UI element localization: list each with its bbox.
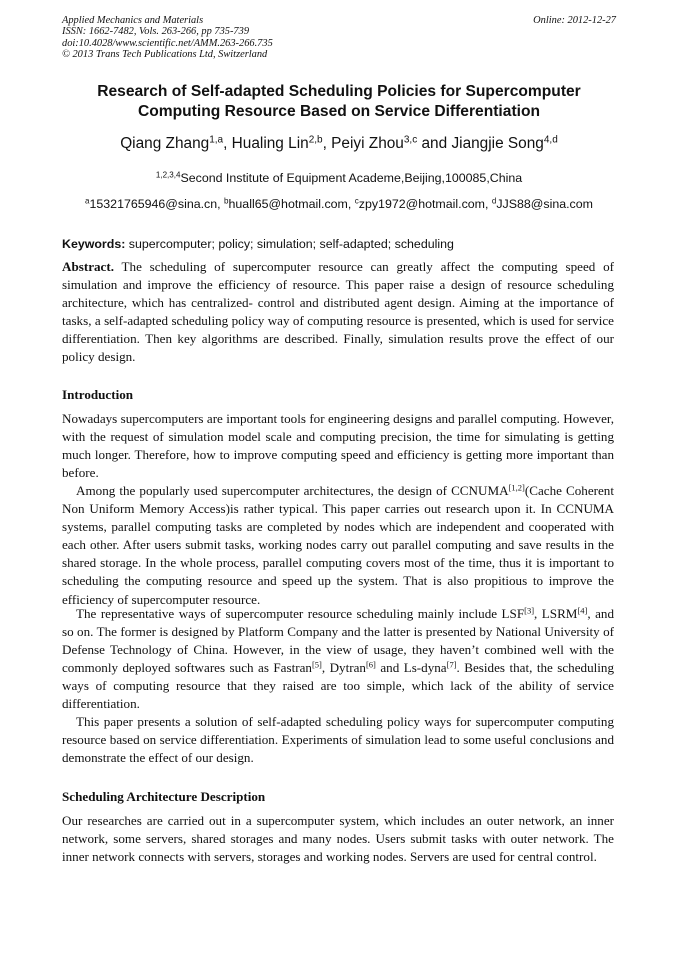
keywords-text: supercomputer; policy; simulation; self-adapted; scheduling xyxy=(125,237,454,251)
author-list: Qiang Zhang$^{1,a}$, Hualing Lin$^{2,b}$, Peiyi Zhou$^{3,c}$ and Jiangjie Song$^{4,d}$ xyxy=(120,134,558,152)
citation: [7] xyxy=(446,659,457,670)
online-date: Online: 2012-12-27 xyxy=(533,15,616,26)
keywords-label: Keywords: xyxy=(62,237,126,251)
section-heading-architecture: Scheduling Architecture Description xyxy=(62,789,266,804)
citation: [3] xyxy=(524,605,535,616)
email-address: huall65@hotmail.com, xyxy=(228,197,355,211)
author-name: Peiyi Zhou xyxy=(331,135,404,152)
author-affil-mark: 2,b xyxy=(308,134,323,146)
architecture-paragraph-1: Our researches are carried out in a supercomputer system, which includes an outer network, an inner network, some servers, shared storages and many nodes. Users submit tasks with outer network. The inner network connects with servers, storages and working nodes. Servers are used for central control. xyxy=(62,813,614,865)
author-name: Qiang Zhang xyxy=(120,135,210,152)
email-address: JJS88@sina.com xyxy=(496,197,593,211)
intro-paragraph-1: Nowadays supercomputers are important tools for engineering designs and parallel computing. However, with the request of simulation model scale and computing precision, the time for simulating is getting much longer. Therefore, how to improve computing speed and efficiency is getting more important than before. xyxy=(62,411,614,481)
intro-paragraph-3: The representative ways of supercomputer resource scheduling mainly include LSF[3], LSRM[4], and so on. The former is designed by Platform Company and the latter is presented by National University of Defense Technology of China. However, in the view of usage, they haven’t combined well with the commonly deployed softwares such as Fastran[5], Dytran[6] and Ls-dyna[7]. Besides that, the scheduling ways of computing resource that they raised are too simple, which lack of the ability of service differentiation. xyxy=(62,605,615,712)
author-emails: $^a$15321765946@sina.cn, $^b$huall65@hotmail.com, $^c$zpy1972@hotmail.com, $^d$JJS88@sina.com xyxy=(85,196,593,211)
affiliation-text: Second Institute of Equipment Academe,Beijing,100085,China xyxy=(180,171,523,185)
paper-title: Research of Self-adapted Scheduling Policies for Supercomputer Computing Resource Based on Service Differentiation xyxy=(97,83,581,120)
abstract xyxy=(62,258,614,367)
affiliation xyxy=(62,170,616,186)
author-affil-mark: 4,d xyxy=(543,134,558,146)
copyright-line: © 2013 Trans Tech Publications Ltd, Switzerland xyxy=(62,48,268,60)
author-affil-mark: 1,a xyxy=(209,134,224,146)
citation: [6] xyxy=(365,659,376,670)
journal-name: Applied Mechanics and Materials xyxy=(62,15,204,26)
author-name: Hualing Lin xyxy=(231,135,309,152)
citation: [4] xyxy=(577,605,588,616)
citation: [5] xyxy=(311,659,322,670)
running-header xyxy=(62,15,616,60)
section-heading-introduction: Introduction xyxy=(62,387,134,402)
doi-line: doi:10.4028/www.scientific.net/AMM.263-266.735 xyxy=(62,37,273,49)
intro-paragraph-4: This paper presents a solution of self-adapted scheduling policy ways for supercomputer computing resource based on service differentiation. Experiments of simulation lead to some useful conclusions and demonstrate the effect of our design. xyxy=(62,714,614,766)
citation: [1,2] xyxy=(508,482,525,493)
keywords xyxy=(62,236,616,252)
email-address: zpy1972@hotmail.com, xyxy=(358,197,492,211)
email-address: 15321765946@sina.cn, xyxy=(89,197,225,211)
affiliation-mark: 1,2,3,4 xyxy=(155,170,181,180)
intro-paragraph-2: Among the popularly used supercomputer architectures, the design of CCNUMA[1,2](Cache Coherent Non Uniform Memory Access)is rather typical. This paper carries out research upon it. In CCNUMA systems, parallel computing tasks are completed by nodes which are independent and cooperated with each other. After users submit tasks, working nodes carry out parallel computing and save results in the shared storage. In the whole process, parallel computing covers most of the time, thus it is important to scheduling the computing resource and speed up the system. That is also propitious to improve the efficiency of supercomputer resource. xyxy=(62,482,614,607)
issn-line: ISSN: 1662-7482, Vols. 263-266, pp 735-739 xyxy=(62,26,250,38)
abstract-text: The scheduling of supercomputer resource can greatly affect the computing speed of simulation and improve the efficiency of resource. This paper raise a design of resource scheduling architecture, which has centralized- control and distributed agent design. Aiming at the importance of tasks, a self-adapted scheduling policy way of computing resource is presented, which is used for service differentiation. Then key algorithms are described. Finally, simulation results prove the effect of our policy design. xyxy=(62,259,614,365)
abstract-label: Abstract. xyxy=(62,259,114,274)
author-affil-mark: 3,c xyxy=(403,134,418,146)
author-name: Jiangjie Song xyxy=(451,135,544,152)
